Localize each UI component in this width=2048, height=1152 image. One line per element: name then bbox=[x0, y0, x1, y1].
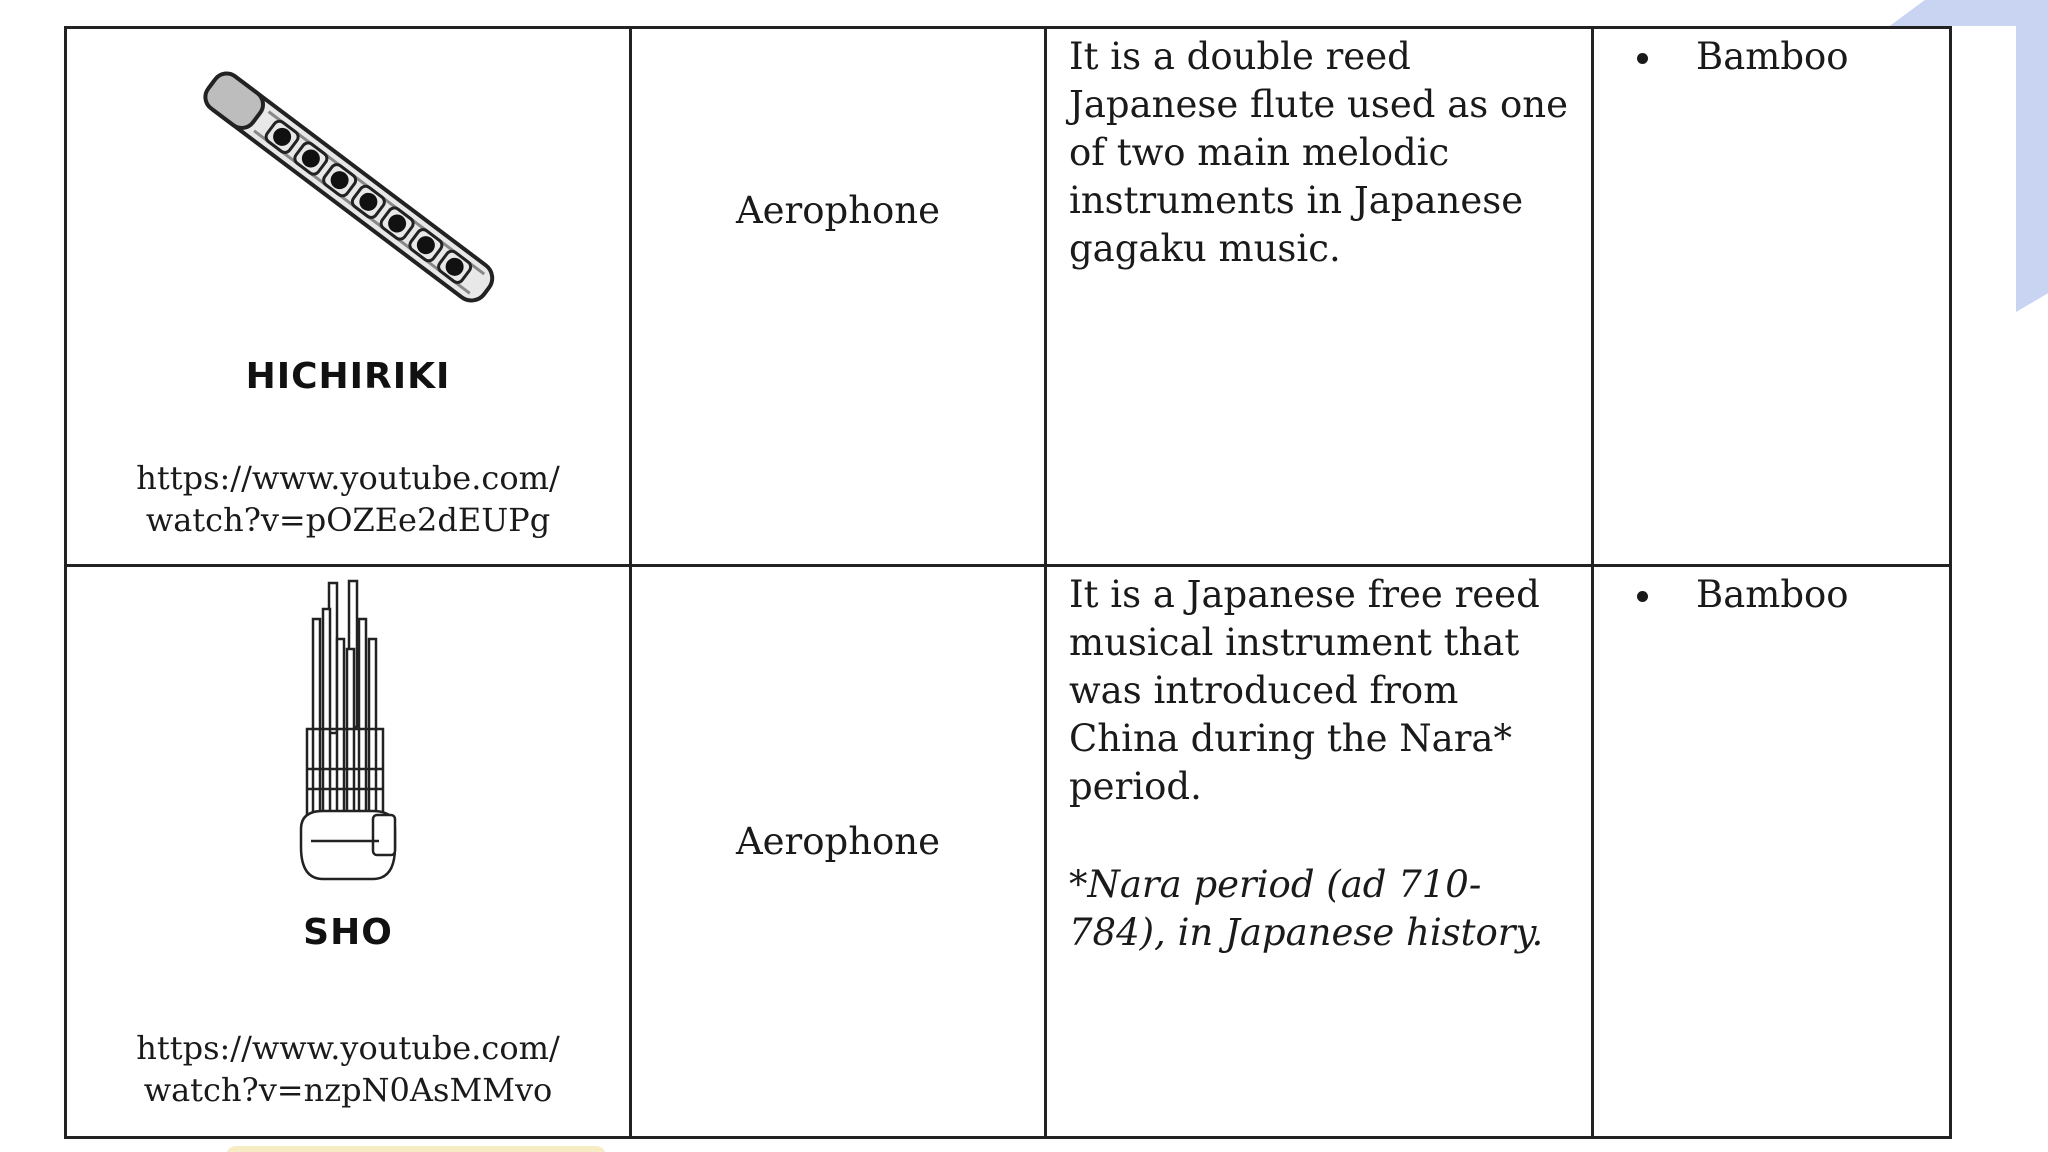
classification-label: Aerophone bbox=[735, 819, 941, 863]
sho-mouth-organ-icon bbox=[293, 579, 403, 899]
materials-list bbox=[1594, 33, 1949, 81]
list-item: • Bamboo bbox=[1666, 571, 1949, 619]
classification-cell bbox=[631, 566, 1046, 1138]
description-footnote: *Nara period (ad 710-784), in Japanese history. bbox=[1069, 863, 1544, 954]
description-cell bbox=[1046, 28, 1593, 566]
description-text: It is a double reed Japanese flute used as one of two main melodic instruments in Japanese gagaku music. bbox=[1069, 35, 1569, 270]
description-cell bbox=[1046, 566, 1593, 1138]
table-row bbox=[66, 566, 1951, 1138]
materials-cell bbox=[1593, 566, 1951, 1138]
instrument-cell bbox=[66, 566, 631, 1138]
instrument-table bbox=[64, 26, 1952, 1139]
instrument-cell bbox=[66, 28, 631, 566]
decorative-highlight bbox=[226, 1146, 606, 1152]
list-item: • Bamboo bbox=[1666, 33, 1949, 81]
classification-label: Aerophone bbox=[735, 188, 941, 232]
instrument-link[interactable]: https://www.youtube.com/ watch?v=pOZEe2dEUPg bbox=[136, 459, 560, 539]
table-row bbox=[66, 28, 1951, 566]
decorative-side-strip bbox=[2016, 0, 2048, 312]
instrument-link[interactable]: https://www.youtube.com/ watch?v=nzpN0AsMMvo bbox=[136, 1029, 560, 1109]
classification-cell bbox=[631, 28, 1046, 566]
hichiriki-flute-icon bbox=[168, 59, 528, 319]
materials-list bbox=[1594, 571, 1949, 619]
instrument-name: HICHIRIKI bbox=[245, 356, 451, 397]
description-text: It is a Japanese free reed musical instrument that was introduced from China during the Nara* period. bbox=[1069, 573, 1540, 808]
instrument-name: SHO bbox=[303, 912, 393, 953]
materials-cell bbox=[1593, 28, 1951, 566]
